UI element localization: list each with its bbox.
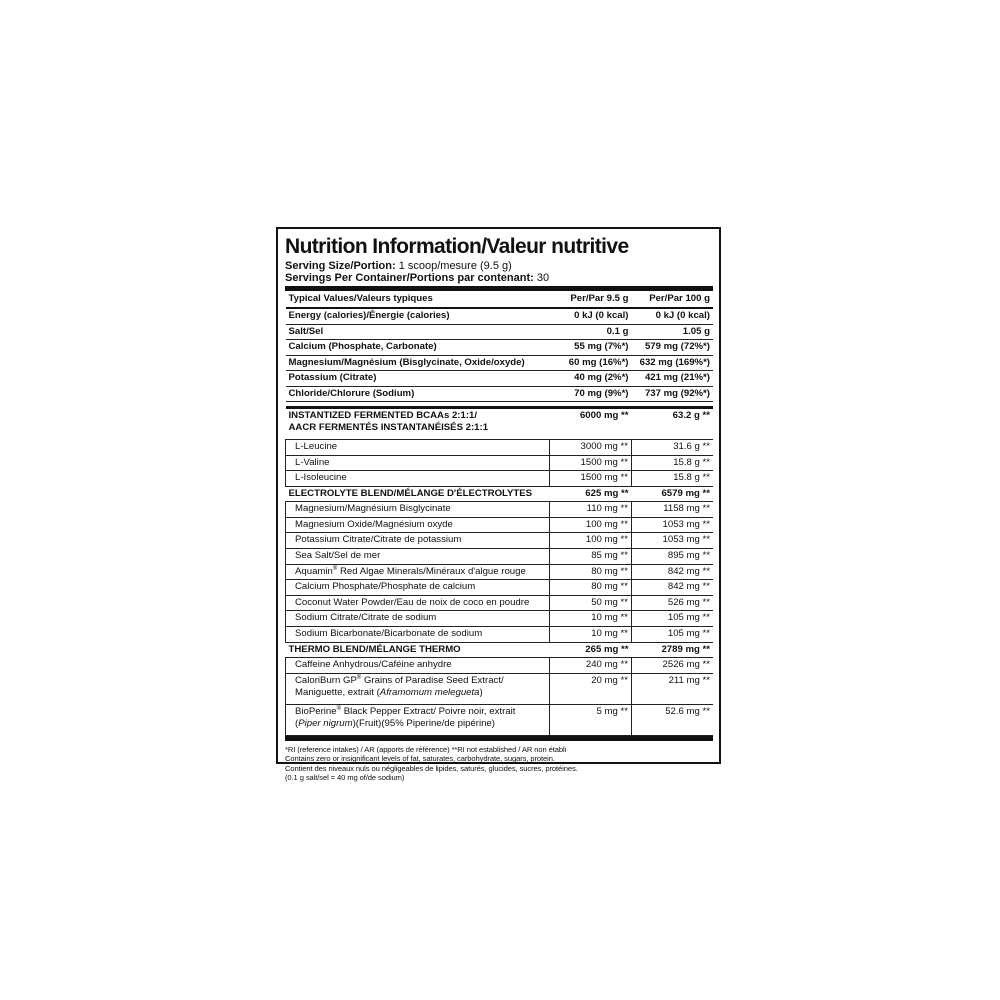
row-label: Chloride/Chlorure (Sodium) [286, 386, 550, 402]
table-row [286, 533, 714, 549]
row-label: Magnesium/Magnésium (Bisglycinate, Oxide/oxyde) [286, 355, 550, 371]
footnotes [285, 745, 713, 783]
serving-size [285, 260, 713, 272]
footnote-ri: *RI (reference intakes) / AR (apports de référence) **RI not established / AR non établi [285, 744, 567, 754]
bioperine-detail: )(Fruit)(95% Piperine/de pipérine) [352, 717, 495, 729]
per-100g-value: 2789 mg ** [632, 642, 714, 658]
footnote-contains-fr: Contient des niveaux nuls ou négligeables de lipides, saturés, glucides, sucres, protéines. [285, 763, 578, 773]
per-100g-value: 1158 mg ** [632, 502, 714, 518]
per-serving-value: 100 mg ** [550, 533, 632, 549]
caloriburn-close-paren: ) [479, 686, 483, 698]
table-row [286, 564, 714, 580]
bioperine-brand: BioPerine [295, 705, 337, 717]
per-100g-value: 6579 mg ** [632, 486, 714, 502]
row-label: L-Isoleucine [286, 471, 550, 487]
caloriburn-french: Maniguette, extrait ( [295, 686, 380, 698]
row-label: Sea Salt/Sel de mer [286, 549, 550, 565]
per-100g-value: 15.8 g ** [632, 455, 714, 471]
bioperine-latin-name: Piper nigrum [298, 717, 353, 729]
table-row [286, 673, 714, 704]
table-row [286, 324, 714, 340]
servings-per-container [285, 272, 713, 284]
row-label: L-Valine [286, 455, 550, 471]
footnote-salt: (0.1 g salt/sel = 40 mg of/de sodium) [285, 772, 405, 782]
table-row [286, 355, 714, 371]
serving-size-label: Serving Size/Portion: [285, 260, 396, 272]
per-serving-value: 265 mg ** [550, 642, 632, 658]
row-label: L-Leucine [286, 440, 550, 456]
per-100g-value: 52.6 mg ** [632, 704, 714, 735]
bioperine-line1 [295, 706, 546, 718]
nutrition-panel [276, 227, 721, 782]
per-100g-value: 579 mg (72%*) [632, 340, 714, 356]
per-100g-value: 526 mg ** [632, 595, 714, 611]
row-label: Sodium Citrate/Citrate de sodium [286, 611, 550, 627]
panel-title: Nutrition Information/Valeur nutritive [285, 235, 629, 258]
electrolyte-blend-label: ELECTROLYTE BLEND/MÉLANGE D'ÉLECTROLYTES [286, 486, 550, 502]
row-label: Caffeine Anhydrous/Caféine anhydre [286, 658, 550, 674]
bcaa-blend-row [286, 408, 714, 440]
bioperine-line2 [295, 718, 546, 730]
table-row [286, 308, 714, 324]
per-serving-value: 6000 mg ** [550, 408, 632, 440]
per-100g-value: 2526 mg ** [632, 658, 714, 674]
per-serving-value: 85 mg ** [550, 549, 632, 565]
per-serving-value: 20 mg ** [550, 673, 632, 704]
per-100g-value: 895 mg ** [632, 549, 714, 565]
row-label: Coconut Water Powder/Eau de noix de coco en poudre [286, 595, 550, 611]
header-per-100g: Per/Par 100 g [632, 291, 714, 308]
aquamin-description: Red Algae Minerals/Minéraux d'algue rouge [337, 565, 526, 577]
per-serving-value: 100 mg ** [550, 517, 632, 533]
table-row [286, 340, 714, 356]
per-serving-value: 5 mg ** [550, 704, 632, 735]
table-row [286, 627, 714, 643]
table-row [286, 704, 714, 735]
caloriburn-line1 [295, 675, 546, 687]
per-100g-value: 737 mg (92%*) [632, 386, 714, 402]
table-row [286, 611, 714, 627]
per-serving-value: 40 mg (2%*) [550, 371, 632, 387]
per-serving-value: 50 mg ** [550, 595, 632, 611]
row-label [286, 673, 550, 704]
table-row [286, 658, 714, 674]
serving-size-value: 1 scoop/mesure (9.5 g) [395, 260, 512, 272]
per-serving-value: 10 mg ** [550, 627, 632, 643]
per-100g-value: 31.6 g ** [632, 440, 714, 456]
per-100g-value: 105 mg ** [632, 627, 714, 643]
table-row [286, 580, 714, 596]
row-label: Calcium Phosphate/Phosphate de calcium [286, 580, 550, 596]
table-row [286, 440, 714, 456]
bcaa-blend-line1: INSTANTIZED FERMENTED BCAAs 2:1:1/ [288, 410, 478, 421]
per-serving-value: 625 mg ** [550, 486, 632, 502]
table-row [286, 502, 714, 518]
per-serving-value: 0 kJ (0 kcal) [550, 308, 632, 324]
caloriburn-latin-name: Aframomum melegueta [379, 686, 480, 698]
table-row [286, 517, 714, 533]
per-serving-value: 80 mg ** [550, 580, 632, 596]
per-100g-value: 1053 mg ** [632, 533, 714, 549]
table-row [286, 386, 714, 402]
header-per-serving: Per/Par 9.5 g [550, 291, 632, 308]
per-serving-value: 70 mg (9%*) [550, 386, 632, 402]
thick-divider [285, 736, 713, 741]
per-serving-value: 1500 mg ** [550, 455, 632, 471]
per-100g-value: 211 mg ** [632, 673, 714, 704]
per-serving-value: 3000 mg ** [550, 440, 632, 456]
per-100g-value: 0 kJ (0 kcal) [632, 308, 714, 324]
table-row [286, 595, 714, 611]
row-label: Potassium Citrate/Citrate de potassium [286, 533, 550, 549]
bioperine-description: Black Pepper Extract/ Poivre noir, extrait [341, 705, 516, 717]
row-label [286, 564, 550, 580]
table-row [286, 471, 714, 487]
row-label: Magnesium Oxide/Magnésium oxyde [286, 517, 550, 533]
per-serving-value: 55 mg (7%*) [550, 340, 632, 356]
header-typical-values: Typical Values/Valeurs typiques [286, 291, 550, 308]
row-label: Magnesium/Magnésium Bisglycinate [286, 502, 550, 518]
bioperine-open-paren: ( [295, 717, 299, 729]
nutrition-table [285, 291, 713, 736]
per-100g-value: 632 mg (169%*) [632, 355, 714, 371]
per-serving-value: 1500 mg ** [550, 471, 632, 487]
per-100g-value: 1053 mg ** [632, 517, 714, 533]
per-100g-value: 842 mg ** [632, 580, 714, 596]
thermo-blend-row [286, 642, 714, 658]
per-100g-value: 1.05 g [632, 324, 714, 340]
row-label: Sodium Bicarbonate/Bicarbonate de sodium [286, 627, 550, 643]
electrolyte-blend-row [286, 486, 714, 502]
bcaa-blend-line2: AACR FERMENTÉS INSTANTANÉISÉS 2:1:1 [288, 422, 489, 433]
row-label: Calcium (Phosphate, Carbonate) [286, 340, 550, 356]
row-label [286, 704, 550, 735]
caloriburn-line2 [295, 687, 546, 699]
row-label: Potassium (Citrate) [286, 371, 550, 387]
row-label: Salt/Sel [286, 324, 550, 340]
registered-mark: ® [356, 674, 362, 681]
per-serving-value: 0.1 g [550, 324, 632, 340]
aquamin-brand: Aquamin [295, 565, 333, 577]
per-serving-value: 80 mg ** [550, 564, 632, 580]
caloriburn-description: Grains of Paradise Seed Extract/ [361, 674, 504, 686]
bcaa-blend-label [286, 408, 550, 440]
per-100g-value: 15.8 g ** [632, 471, 714, 487]
registered-mark: ® [336, 705, 342, 712]
thermo-blend-label: THERMO BLEND/MÉLANGE THERMO [286, 642, 550, 658]
table-row [286, 371, 714, 387]
footnote-contains-en: Contains zero or insignificant levels of fat, saturates, carbohydrate, sugars, protein. [285, 754, 555, 764]
per-100g-value: 105 mg ** [632, 611, 714, 627]
per-100g-value: 842 mg ** [632, 564, 714, 580]
registered-mark: ® [332, 565, 338, 572]
per-serving-value: 240 mg ** [550, 658, 632, 674]
per-serving-value: 10 mg ** [550, 611, 632, 627]
per-serving-value: 60 mg (16%*) [550, 355, 632, 371]
row-label: Energy (calories)/Énergie (calories) [286, 308, 550, 324]
per-serving-value: 110 mg ** [550, 502, 632, 518]
table-row [286, 549, 714, 565]
per-100g-value: 63.2 g ** [632, 408, 714, 440]
servings-value: 30 [533, 272, 550, 284]
table-header-row [286, 291, 714, 308]
servings-label: Servings Per Container/Portions par contenant: [285, 272, 534, 284]
table-row [286, 455, 714, 471]
per-100g-value: 421 mg (21%*) [632, 371, 714, 387]
caloriburn-brand: CaloriBurn GP [295, 674, 357, 686]
